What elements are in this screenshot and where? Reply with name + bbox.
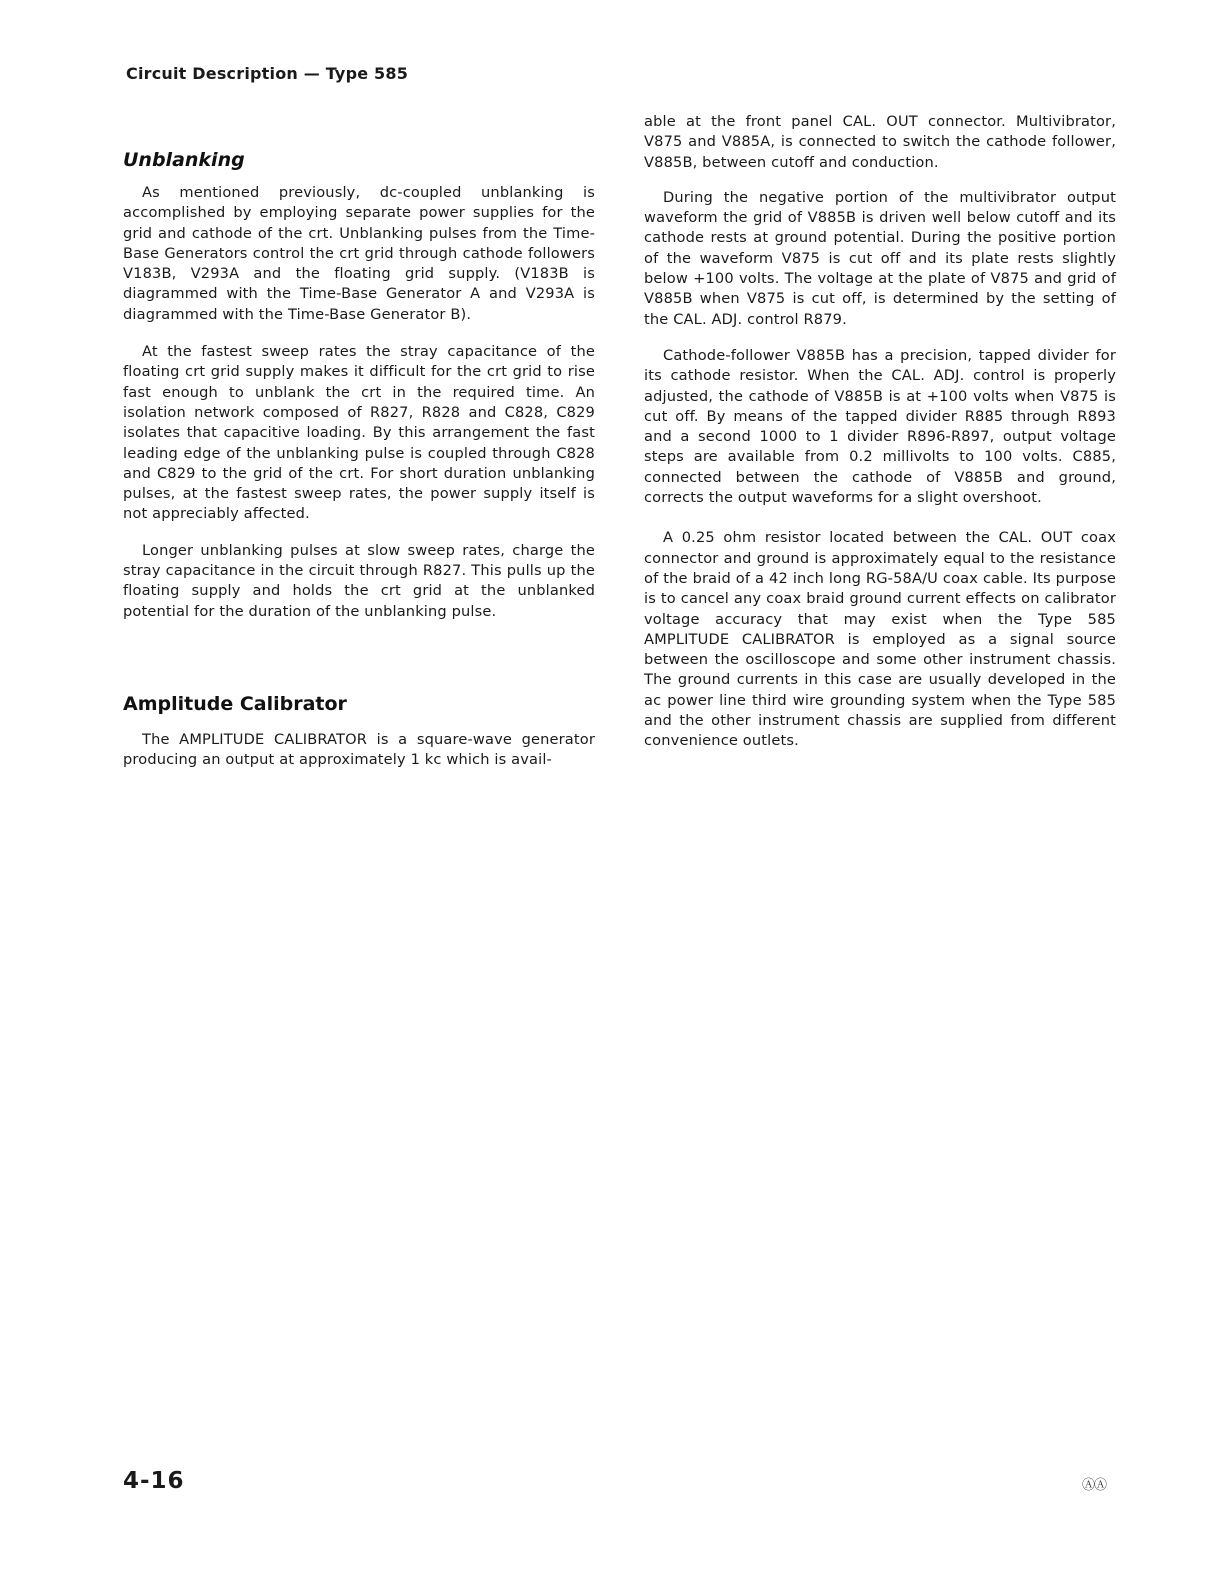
unblanking-paragraph-2: At the fastest sweep rates the stray capacitance of the floating crt grid supply makes it difficult for the crt grid to rise fast enough to unblank the crt in the required time. An isolation network composed of R827, R828 and C828, C829 isolates that capacitive loading. By this arrangement the fast leading edge of the unblanking pulse is coupled through C828 and C829 to the grid of the crt. For short duration unblanking pulses, at the fastest sweep rates, the power supply itself is not appreciably affected. (123, 343, 595, 523)
amplitude-paragraph-1: The AMPLITUDE CALIBRATOR is a square-wave generator producing an output at approximately 1 kc which is avail- (123, 730, 595, 769)
amplitude-paragraph-continued: able at the front panel CAL. OUT connector. Multivibrator, V875 and V885A, is connected to switch the cathode follower, V885B, between cutoff and conduction. (644, 113, 1116, 171)
page-number: 4-16 (123, 1468, 185, 1494)
right-column (644, 112, 1116, 752)
section-heading-unblanking: Unblanking (123, 149, 245, 171)
amplitude-paragraph-4: A 0.25 ohm resistor located between the CAL. OUT coax connector and ground is approximately equal to the resistance of the braid of a 42 inch long RG-58A/U coax cable. Its purpose is to cancel any coax braid ground current effects on calibrator voltage accuracy that may exist when the Type 585 AMPLITUDE CALIBRATOR is employed as a signal source between the oscilloscope and some other instrument chassis. The ground currents in this case are usually developed in the ac power line third wire grounding system when the Type 585 and the other instrument chassis are supplied from different convenience outlets. (644, 529, 1116, 750)
revision-mark: ⒶⒶ (1082, 1478, 1107, 1493)
left-column (123, 112, 595, 771)
running-head-title: Circuit Description — Type 585 (126, 64, 409, 83)
unblanking-paragraph-1: As mentioned previously, dc-coupled unblanking is accomplished by employing separate power supplies for the grid and cathode of the crt. Unblanking pulses from the Time-Base Generators control the crt grid through cathode followers V183B, V293A and the floating grid supply. (V183B is diagrammed with the Time-Base Generator A and V293A is diagrammed with the Time-Base Generator B). (123, 184, 595, 323)
amplitude-paragraph-2: During the negative portion of the multivibrator output waveform the grid of V885B is driven well below cutoff and its cathode rests at ground potential. During the positive portion of the waveform V875 is cut off and its plate rests slightly below +100 volts. The voltage at the plate of V875 and grid of V885B when V875 is cut off, is determined by the setting of the CAL. ADJ. control R879. (644, 188, 1116, 328)
amplitude-paragraph-3: Cathode-follower V885B has a precision, tapped divider for its cathode resistor. When the CAL. ADJ. control is properly adjusted, the cathode of V885B is at +100 volts when V875 is cut off. By means of the tapped divider R885 through R893 and a second 1000 to 1 divider R896-R897, output voltage steps are available from 0.2 millivolts to 100 volts. C885, connected between the cathode of V885B and ground, corrects the output waveforms for a slight overshoot. (644, 346, 1116, 507)
unblanking-paragraph-3: Longer unblanking pulses at slow sweep rates, charge the stray capacitance in the circuit through R827. This pulls up the floating supply and holds the crt grid at the unblanked potential for the duration of the unblanking pulse. (123, 541, 595, 620)
section-heading-amplitude-calibrator: Amplitude Calibrator (123, 692, 347, 715)
